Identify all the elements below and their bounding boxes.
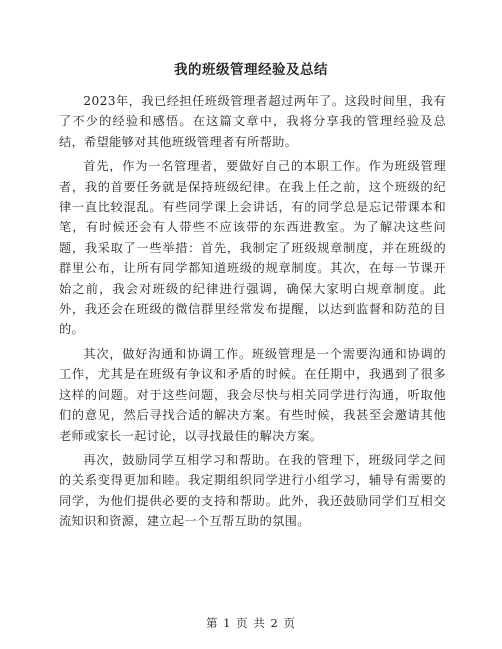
paragraph-mutual-help: 再次，鼓励同学互相学习和帮助。在我的管理下，班级同学之间的关系变得更加和睦。我定期组织同学进行小组学习，辅导有需要的同学，为他们提供必要的支持和帮助。此外，我还鼓励同学们互相交流知识和资源，建立起一个互帮互助的氛围。 <box>59 452 446 529</box>
page-number-footer: 第 1 页 共 2 页 <box>206 616 296 630</box>
page-title: 我的班级管理经验及总结 <box>174 62 328 78</box>
paragraph-intro: 2023年，我已经担任班级管理者超过两年了。这段时间里，我有了不少的经验和感悟。在这篇文章中，我将分享我的管理经验及总结，希望能够对其他班级管理者有所帮助。 <box>59 94 446 149</box>
paragraph-discipline: 首先，作为一名管理者，要做好自己的本职工作。作为班级管理者，我的首要任务就是保持班级纪律。在我上任之前，这个班级的纪律一直比较混乱。有些同学课上会讲话，有的同学总是忘记带课本和笔，有时候还会有人带些不应该带的东西进教室。为了解决这些问题，我采取了一些举措：首先，我制定了班级规章制度，并在班级的群里公布，让所有同学都知道班级的规章制度。其次，在每一节课开始之前，我会对班级的纪律进行强调，确保大家明白规章制度。此外，我还会在班级的微信群里经常发布提醒，以达到监督和防范的目的。 <box>59 159 446 337</box>
document-body <box>59 91 446 536</box>
paragraph-communication: 其次，做好沟通和协调工作。班级管理是一个需要沟通和协调的工作，尤其是在班级有争议和矛盾的时候。在任期中，我遇到了很多这样的问题。对于这些问题，我会尽快与相关同学进行沟通，听取他们的意见，然后寻找合适的解决方案。有些时候，我甚至会邀请其他老师或家长一起讨论，以寻找最佳的解决方案。 <box>59 346 446 443</box>
